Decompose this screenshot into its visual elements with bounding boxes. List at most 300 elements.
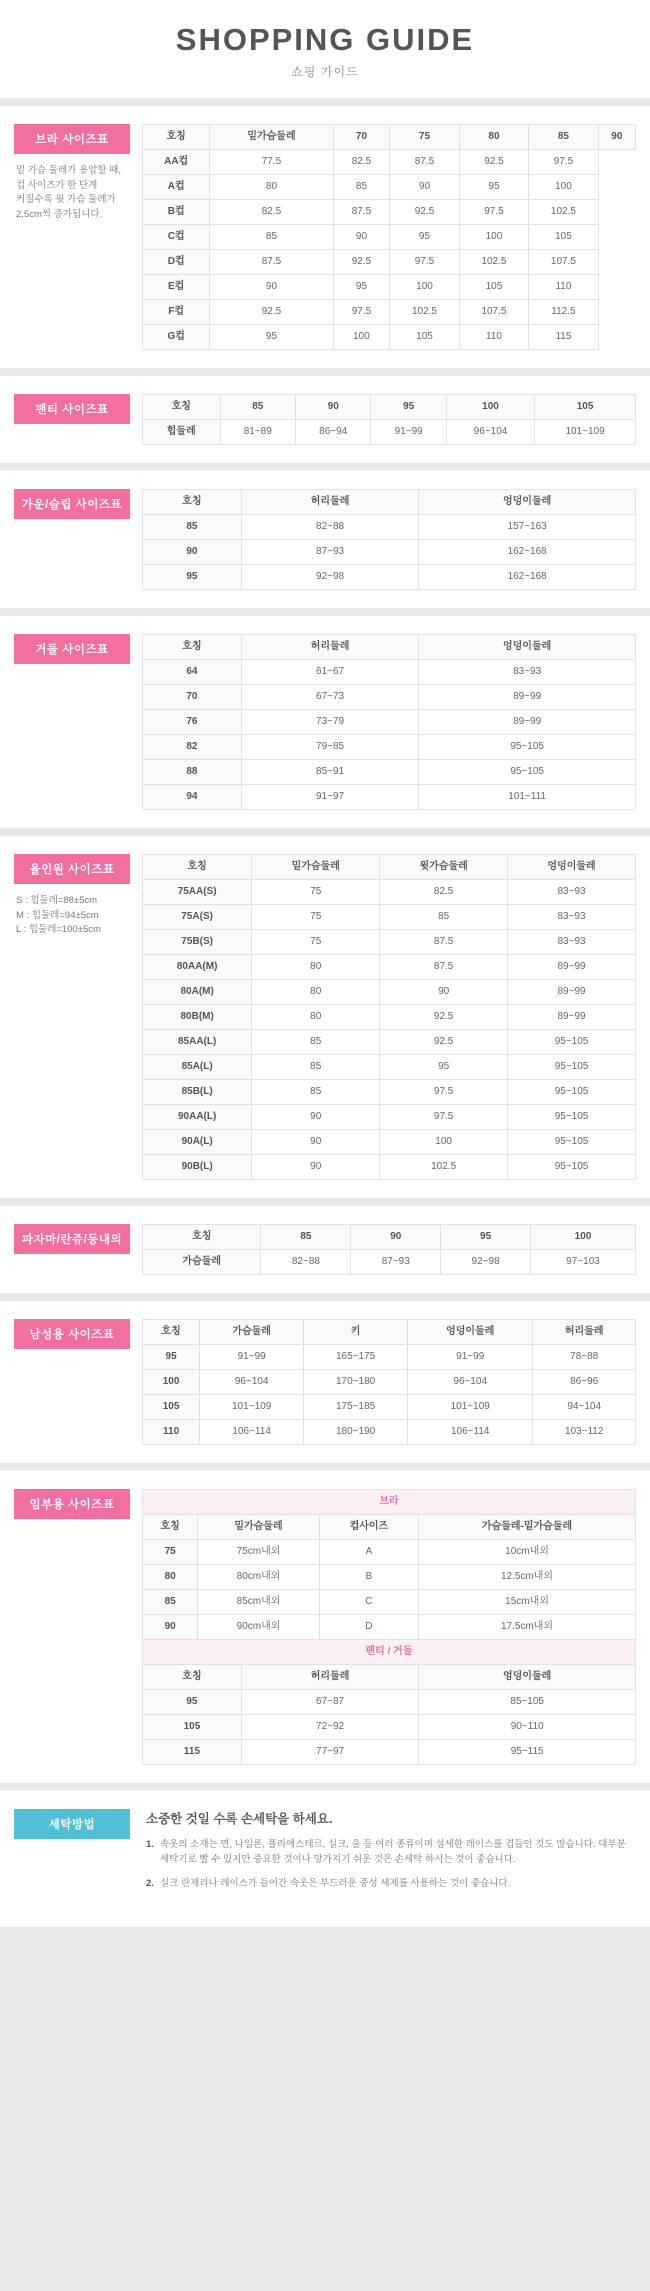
table-cell: 95 <box>459 175 528 200</box>
table-cell: D <box>319 1615 418 1640</box>
table-header-cell: 밑가슴둘레 <box>210 125 333 150</box>
table-row <box>143 275 636 300</box>
table-col <box>142 634 636 810</box>
table-header-cell: 호칭 <box>143 1515 198 1540</box>
table-row-header: 95 <box>143 1345 200 1370</box>
table-cell: 106~114 <box>200 1420 304 1445</box>
table-header-cell: 엉덩이둘레 <box>408 1320 533 1345</box>
size-chart-section <box>0 1206 650 1293</box>
table-header-cell: 95 <box>441 1225 531 1250</box>
table-header-cell: 엉덩이둘레 <box>419 1665 636 1690</box>
table-header-cell: 100 <box>446 395 534 420</box>
table-cell: 83~93 <box>419 660 636 685</box>
table-cell: 85 <box>380 905 508 930</box>
table-row <box>143 515 636 540</box>
table-row <box>143 905 636 930</box>
table-cell: 81~89 <box>220 420 295 445</box>
table-cell: 85 <box>252 1055 380 1080</box>
table-header-cell: 호칭 <box>143 490 242 515</box>
table-row-header: 110 <box>143 1420 200 1445</box>
table-row <box>143 150 636 175</box>
table-row-header: 85A(L) <box>143 1055 252 1080</box>
table-subtitle-row <box>143 1640 636 1665</box>
table-cell: 92.5 <box>380 1030 508 1055</box>
size-table <box>142 1319 636 1445</box>
table-row <box>143 1715 636 1740</box>
table-cell: 90 <box>210 275 333 300</box>
table-row <box>143 1080 636 1105</box>
table-cell: 97.5 <box>390 250 459 275</box>
table-row-header: 105 <box>143 1395 200 1420</box>
table-cell: 102.5 <box>529 200 598 225</box>
table-cell: 97.5 <box>459 200 528 225</box>
table-row-header: 88 <box>143 760 242 785</box>
label-col <box>14 1224 142 1254</box>
label-col <box>14 1319 142 1349</box>
page-subtitle: 쇼핑 가이드 <box>291 65 359 79</box>
table-cell: 101~111 <box>419 785 636 810</box>
table-header-row <box>143 125 636 150</box>
washing-instruction-item <box>146 1876 636 1891</box>
table-cell: 85 <box>333 175 390 200</box>
table-row-header: 75AA(S) <box>143 880 252 905</box>
table-row <box>143 175 636 200</box>
table-col <box>142 1319 636 1445</box>
table-row-header: 85 <box>143 1590 198 1615</box>
table-cell: 112.5 <box>529 300 598 325</box>
table-row <box>143 250 636 275</box>
table-row-header: 85 <box>143 515 242 540</box>
table-row-header: C컵 <box>143 225 210 250</box>
size-chart-section <box>0 376 650 463</box>
table-cell: 82~88 <box>261 1250 351 1275</box>
table-row <box>143 200 636 225</box>
size-chart-section <box>0 1301 650 1463</box>
table-row-header: 64 <box>143 660 242 685</box>
table-cell: 82.5 <box>210 200 333 225</box>
table-row <box>143 660 636 685</box>
table-header-cell: 호칭 <box>143 1320 200 1345</box>
table-cell: 12.5cm내외 <box>419 1565 636 1590</box>
page-title: SHOPPING GUIDE <box>175 22 475 57</box>
table-header-row <box>143 1665 636 1690</box>
table-cell: 82.5 <box>380 880 508 905</box>
table-cell: 91~99 <box>371 420 446 445</box>
table-cell: 100 <box>390 275 459 300</box>
table-cell: 95~105 <box>508 1030 636 1055</box>
table-header-cell: 호칭 <box>143 1665 242 1690</box>
table-cell: 83~93 <box>508 930 636 955</box>
table-cell: 92.5 <box>390 200 459 225</box>
table-cell: 67~73 <box>241 685 418 710</box>
table-cell: 83~93 <box>508 905 636 930</box>
maternity-bra-table <box>142 1489 636 1640</box>
section-tag-washing: 세탁방법 <box>14 1809 130 1839</box>
table-cell: 87~93 <box>241 540 418 565</box>
table-header-cell: 허리둘레 <box>241 635 418 660</box>
table-cell: 97.5 <box>529 150 598 175</box>
section-tag: 팬티 사이즈표 <box>14 394 130 424</box>
table-col <box>142 394 636 445</box>
table-row-header: AA컵 <box>143 150 210 175</box>
table-cell: 87.5 <box>390 150 459 175</box>
washing-body <box>142 1809 636 1901</box>
table-header-cell: 가슴둘레 <box>200 1320 304 1345</box>
table-cell: 17.5cm내외 <box>419 1615 636 1640</box>
table-cell: 162~168 <box>419 565 636 590</box>
table-row-header: 80A(M) <box>143 980 252 1005</box>
table-row <box>143 1690 636 1715</box>
table-row <box>143 785 636 810</box>
table-cell: 75 <box>252 930 380 955</box>
table-cell: 85~105 <box>419 1690 636 1715</box>
table-cell: 89~99 <box>419 710 636 735</box>
table-cell: 92.5 <box>380 1005 508 1030</box>
section-tag-maternity: 임부용 사이즈표 <box>14 1489 130 1519</box>
table-row <box>143 685 636 710</box>
table-row <box>143 225 636 250</box>
table-cell: 95~105 <box>508 1130 636 1155</box>
table-cell: 92.5 <box>333 250 390 275</box>
table-row <box>143 1590 636 1615</box>
table-cell: 97~103 <box>531 1250 636 1275</box>
table-cell: 100 <box>380 1130 508 1155</box>
table-cell: 78~88 <box>533 1345 636 1370</box>
size-table <box>142 489 636 590</box>
size-chart-section <box>0 616 650 828</box>
table-cell: 96~104 <box>446 420 534 445</box>
table-header-cell: 90 <box>295 395 370 420</box>
table-cell: 105 <box>529 225 598 250</box>
table-cell: 77.5 <box>210 150 333 175</box>
table-cell: 91~99 <box>408 1345 533 1370</box>
table-row <box>143 1615 636 1640</box>
section-washing <box>0 1791 650 1927</box>
table-row-header: 90B(L) <box>143 1155 252 1180</box>
table-row-header: 75 <box>143 1540 198 1565</box>
table-cell: 96~104 <box>200 1370 304 1395</box>
table-col <box>142 124 636 350</box>
table-row <box>143 1155 636 1180</box>
table-cell: 100 <box>333 325 390 350</box>
table-cell: 97.5 <box>380 1080 508 1105</box>
table-cell: 87.5 <box>380 930 508 955</box>
size-table <box>142 394 636 445</box>
table-row <box>143 300 636 325</box>
size-chart-section <box>0 836 650 1198</box>
size-table <box>142 124 636 350</box>
table-row <box>143 1395 636 1420</box>
table-row <box>143 1030 636 1055</box>
table-cell: 95 <box>390 225 459 250</box>
table-header-cell: 호칭 <box>143 1225 261 1250</box>
table-cell: 82.5 <box>333 150 390 175</box>
table-col <box>142 854 636 1180</box>
table-header-row <box>143 855 636 880</box>
table-cell: 10cm내외 <box>419 1540 636 1565</box>
section-tag: 올인원 사이즈표 <box>14 854 130 884</box>
table-header-cell: 호칭 <box>143 395 221 420</box>
table-header-cell: 윗가슴둘레 <box>380 855 508 880</box>
table-cell: 170~180 <box>304 1370 408 1395</box>
table-cell: 97.5 <box>380 1105 508 1130</box>
label-col <box>14 854 142 938</box>
table-header-cell: 85 <box>261 1225 351 1250</box>
section-note: S : 힙둘레=88±5cm M : 힙둘레=94±5cm L : 힙둘레=100±5cm <box>16 895 101 936</box>
table-cell: 87.5 <box>380 955 508 980</box>
table-cell: 82~88 <box>241 515 418 540</box>
table-header-cell: 허리둘레 <box>533 1320 636 1345</box>
table-row <box>143 1420 636 1445</box>
table-cell: 89~99 <box>508 955 636 980</box>
table-cell: 80cm내외 <box>198 1565 319 1590</box>
table-cell: 157~163 <box>419 515 636 540</box>
table-cell: 85 <box>252 1080 380 1105</box>
table-row-header: 85B(L) <box>143 1080 252 1105</box>
table-header-cell: 90 <box>351 1225 441 1250</box>
table-cell: 89~99 <box>419 685 636 710</box>
size-chart-section <box>0 471 650 608</box>
maternity-panty-table <box>142 1639 636 1765</box>
washing-item-text: 속옷의 소재는 면, 나일론, 폴리에스테르, 실크, 울 등 여러 종류이며 섬세한 레이스를 겹들인 것도 많습니다. 대부분 세탁기로 빨 수 있지만 중요한 것이나 망가지기 쉬운 것은 손세탁 하시는 것이 좋습니다. <box>160 1839 626 1866</box>
table-header-cell: 105 <box>535 395 636 420</box>
table-header-cell: 80 <box>459 125 528 150</box>
table-cell: 75 <box>252 905 380 930</box>
table-cell: 80 <box>210 175 333 200</box>
table-row-header: 가슴둘레 <box>143 1250 261 1275</box>
section-maternity <box>0 1471 650 1783</box>
table-cell: 85 <box>210 225 333 250</box>
table-row-header: 115 <box>143 1740 242 1765</box>
table-cell: 92.5 <box>210 300 333 325</box>
section-tag: 가운/슬립 사이즈표 <box>14 489 130 519</box>
table-cell: 85 <box>252 1030 380 1055</box>
table-header-row <box>143 1515 636 1540</box>
table-cell: 72~92 <box>241 1715 418 1740</box>
table-cell: 90 <box>333 225 390 250</box>
table-row-header: 75B(S) <box>143 930 252 955</box>
table-subtitle: 팬티 / 거들 <box>143 1640 636 1665</box>
table-row <box>143 880 636 905</box>
table-cell: 85cm내외 <box>198 1590 319 1615</box>
table-row-header: 80B(M) <box>143 1005 252 1030</box>
table-row <box>143 1345 636 1370</box>
table-row <box>143 1565 636 1590</box>
table-cell: 15cm내외 <box>419 1590 636 1615</box>
table-row <box>143 1005 636 1030</box>
table-row-header: D컵 <box>143 250 210 275</box>
table-row <box>143 1740 636 1765</box>
table-cell: 95~105 <box>508 1080 636 1105</box>
table-cell: 95~105 <box>508 1055 636 1080</box>
table-row-header: 80 <box>143 1565 198 1590</box>
table-row <box>143 710 636 735</box>
table-cell: 87.5 <box>210 250 333 275</box>
table-cell: 95~105 <box>508 1105 636 1130</box>
page-header <box>0 0 650 98</box>
table-row-header: 100 <box>143 1370 200 1395</box>
table-cell: 80 <box>252 1005 380 1030</box>
table-header-cell: 키 <box>304 1320 408 1345</box>
table-cell: 61~67 <box>241 660 418 685</box>
table-header-cell: 허리둘레 <box>241 1665 418 1690</box>
table-cell: 100 <box>459 225 528 250</box>
table-header-cell: 밑가슴둘레 <box>252 855 380 880</box>
table-row <box>143 980 636 1005</box>
table-cell: 107.5 <box>529 250 598 275</box>
table-cell: 79~85 <box>241 735 418 760</box>
table-row <box>143 1105 636 1130</box>
label-col <box>14 394 142 424</box>
table-col <box>142 1224 636 1275</box>
table-header-cell: 85 <box>529 125 598 150</box>
table-row-header: 82 <box>143 735 242 760</box>
table-cell: 87~93 <box>351 1250 441 1275</box>
table-header-cell: 70 <box>333 125 390 150</box>
table-cell: 77~97 <box>241 1740 418 1765</box>
table-cell: 101~109 <box>535 420 636 445</box>
table-cell: 92~98 <box>441 1250 531 1275</box>
table-cell: 175~185 <box>304 1395 408 1420</box>
table-cell: 75 <box>252 880 380 905</box>
table-cell: 97.5 <box>333 300 390 325</box>
table-cell: B <box>319 1565 418 1590</box>
label-col-maternity <box>14 1489 142 1519</box>
table-cell: 90~110 <box>419 1715 636 1740</box>
table-header-cell: 호칭 <box>143 855 252 880</box>
table-cell: 106~114 <box>408 1420 533 1445</box>
table-row <box>143 325 636 350</box>
table-col <box>142 489 636 590</box>
table-cell: 89~99 <box>508 980 636 1005</box>
table-cell: 67~87 <box>241 1690 418 1715</box>
table-cell: 92.5 <box>459 150 528 175</box>
table-header-cell: 호칭 <box>143 635 242 660</box>
table-cell: 110 <box>529 275 598 300</box>
table-cell: 95 <box>380 1055 508 1080</box>
table-row-header: 70 <box>143 685 242 710</box>
table-cell: 95 <box>333 275 390 300</box>
section-note: 밑 가슴 둘레가 용압할 때, 컵 사이즈가 한 단계 커질수록 윗 가슴 둘레가 2,5cm씩 증가됩니다. <box>16 165 121 221</box>
table-header-cell: 90 <box>598 125 635 150</box>
label-col <box>14 634 142 664</box>
table-cell: 83~93 <box>508 880 636 905</box>
table-row-header: A컵 <box>143 175 210 200</box>
table-row-header: 90 <box>143 540 242 565</box>
table-cell: 165~175 <box>304 1345 408 1370</box>
table-row-header: 75A(S) <box>143 905 252 930</box>
table-header-cell: 컵사이즈 <box>319 1515 418 1540</box>
table-header-row <box>143 1320 636 1345</box>
table-cell: 91~97 <box>241 785 418 810</box>
table-cell: 96~104 <box>408 1370 533 1395</box>
table-cell: 85~91 <box>241 760 418 785</box>
table-row <box>143 930 636 955</box>
label-col <box>14 124 142 223</box>
table-header-cell: 85 <box>220 395 295 420</box>
table-cell: 100 <box>529 175 598 200</box>
table-header-cell: 엉덩이둘레 <box>419 490 636 515</box>
table-cell: 162~168 <box>419 540 636 565</box>
table-cell: 91~99 <box>200 1345 304 1370</box>
table-subtitle: 브라 <box>143 1490 636 1515</box>
table-row <box>143 540 636 565</box>
table-cell: 95~105 <box>419 760 636 785</box>
table-row <box>143 735 636 760</box>
table-col-maternity <box>142 1489 636 1765</box>
table-cell: 103~112 <box>533 1420 636 1445</box>
table-cell: 92~98 <box>241 565 418 590</box>
table-cell: 90cm내외 <box>198 1615 319 1640</box>
washing-title: 소중한 것일 수록 손세탁을 하세요. <box>146 1812 333 1826</box>
table-cell: 102.5 <box>459 250 528 275</box>
table-cell: 180~190 <box>304 1420 408 1445</box>
section-tag: 파자마/란쥬/동내의 <box>14 1224 130 1254</box>
table-row-header: 힙둘레 <box>143 420 221 445</box>
table-cell: 95 <box>210 325 333 350</box>
table-cell: 90 <box>380 980 508 1005</box>
table-header-row <box>143 395 636 420</box>
table-cell: 95~115 <box>419 1740 636 1765</box>
table-header-cell: 100 <box>531 1225 636 1250</box>
table-row <box>143 1370 636 1395</box>
table-cell: 95~105 <box>419 735 636 760</box>
table-row-header: 90 <box>143 1615 198 1640</box>
table-row-header: 90A(L) <box>143 1130 252 1155</box>
table-row <box>143 420 636 445</box>
table-row <box>143 955 636 980</box>
table-cell: C <box>319 1590 418 1615</box>
table-row-header: 105 <box>143 1715 242 1740</box>
table-header-row <box>143 490 636 515</box>
table-row-header: G컵 <box>143 325 210 350</box>
table-cell: 101~109 <box>200 1395 304 1420</box>
table-row <box>143 760 636 785</box>
table-cell: 95~105 <box>508 1155 636 1180</box>
table-cell: 80 <box>252 980 380 1005</box>
size-table <box>142 634 636 810</box>
table-cell: 86~96 <box>533 1370 636 1395</box>
size-table <box>142 1224 636 1275</box>
washing-item-number: 2. <box>146 1878 154 1890</box>
label-col-washing <box>14 1809 142 1839</box>
size-chart-section <box>0 106 650 368</box>
size-chart-sections <box>0 106 650 1463</box>
table-cell: 87.5 <box>333 200 390 225</box>
table-header-cell: 75 <box>390 125 459 150</box>
table-row <box>143 1130 636 1155</box>
washing-item-text: 실크 란제리나 레이스가 들어간 속옷은 부드러운 중성 세제를 사용하는 것이 좋습니다. <box>160 1878 511 1890</box>
table-row-header: 80AA(M) <box>143 955 252 980</box>
table-header-cell: 허리둘레 <box>241 490 418 515</box>
table-cell: 105 <box>390 325 459 350</box>
table-row-header: E컵 <box>143 275 210 300</box>
table-row-header: 90AA(L) <box>143 1105 252 1130</box>
table-cell: 110 <box>459 325 528 350</box>
table-cell: 105 <box>459 275 528 300</box>
table-header-cell: 가슴둘레-밑가슴둘레 <box>419 1515 636 1540</box>
table-cell: 101~109 <box>408 1395 533 1420</box>
table-header-cell: 95 <box>371 395 446 420</box>
table-cell: 107.5 <box>459 300 528 325</box>
table-row-header: 95 <box>143 1690 242 1715</box>
washing-instruction-item <box>146 1837 636 1867</box>
table-header-row <box>143 1225 636 1250</box>
table-row-header: 76 <box>143 710 242 735</box>
table-cell: 73~79 <box>241 710 418 735</box>
table-cell: A <box>319 1540 418 1565</box>
table-subtitle-row <box>143 1490 636 1515</box>
